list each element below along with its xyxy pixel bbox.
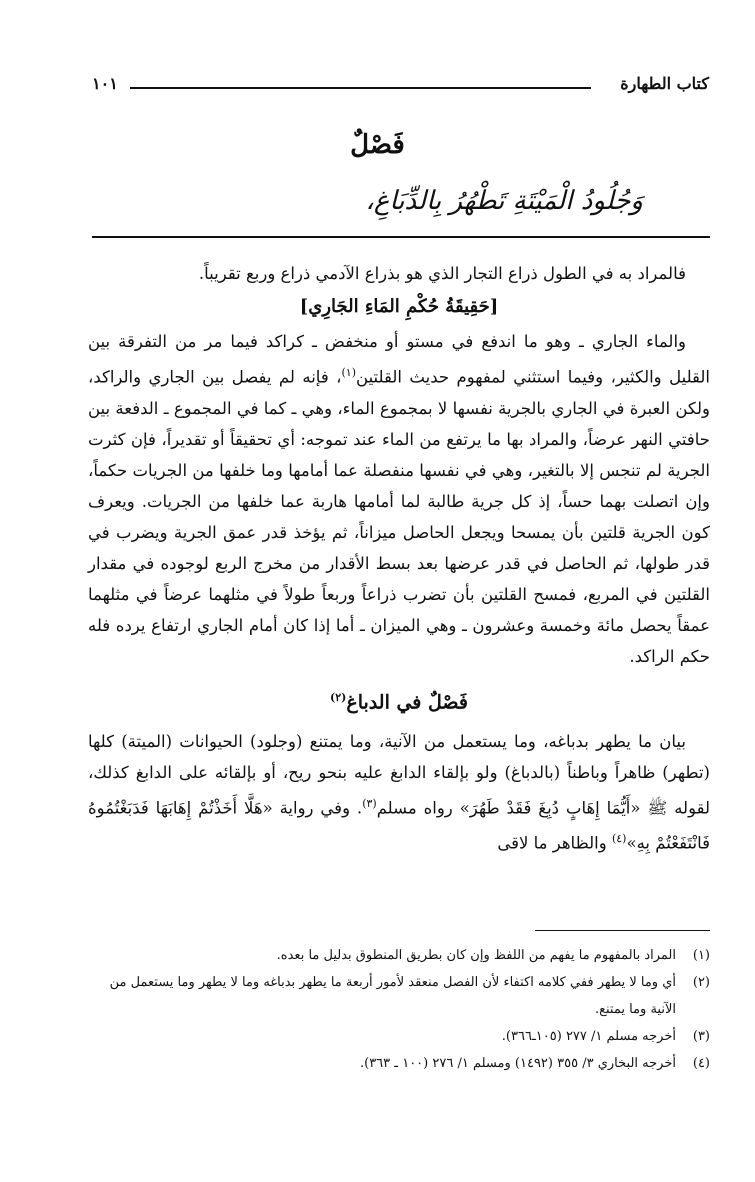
footnote-divider <box>535 930 710 931</box>
footnotes <box>88 942 710 1077</box>
footnote: (٣) أخرجه مسلم ١/ ٢٧٧ (١٠٥ـ٣٦٦). <box>501 1029 710 1044</box>
matn-text: وَجُلُودُ الْمَيْتَةِ تَطْهُرُ بِالدِّبَاغِ، <box>365 186 643 216</box>
footnote-marker[interactable]: (١) <box>341 366 357 379</box>
book-title: كتاب الطهارة <box>620 74 709 93</box>
footnote-marker[interactable]: (٢) <box>330 690 347 704</box>
footnote-marker[interactable]: (٣) <box>362 796 377 810</box>
footnote: (٢) أي وما لا يطهر ففي كلامه اكتفاء لأن الفصل منعقد لأمور أربعة ما يطهر بدباغه وما لا يطهر وما يستعمل من الآنية وما يمتنع. <box>109 975 710 1017</box>
footnote-marker[interactable]: (٤) <box>611 832 627 846</box>
section-title: فَصْلٌ <box>350 130 405 160</box>
footnote: (٤) أخرجه البخاري ٣/ ٣٥٥ (١٤٩٢) ومسلم ١/ ٢٧٦ (١٠٠ ـ ٣٦٣). <box>359 1056 710 1071</box>
header-rule <box>130 87 591 89</box>
commentary-body <box>88 258 710 861</box>
subheading: [حَقِيقَةُ حُكْمِ المَاءِ الجَارِي] <box>299 296 499 317</box>
footnote: (١) المراد بالمفهوم ما يفهم من اللفظ وإن كان بطريق المنطوق بدليل ما بعده. <box>276 948 710 963</box>
page-number: ١٠١ <box>92 74 118 93</box>
paragraph: فالمراد به في الطول ذراع التجار الذي هو بذراع الآدمي ذراع وربع تقريباً. <box>198 264 686 283</box>
paragraph: والماء الجاري ـ وهو ما اندفع في مستو أو منخفض ـ كراكد فيما مر من التفرقة بين القليل والكثير، وفيما استثني لمفهوم حديث القلتين$^{(١)}$، فإنه لم يفصل بين الجاري والراكد، ولكن العبرة في الجاري بالجرية نفسها لا بمجموع الماء، وهي ـ كما في المجموع ـ الدفعة بين حافتي النهر عرضاً، والمراد بها ما يرتفع من الماء عند تموجه: أي تحقيقاً أو تقديراً، فإن كثرت الجرية لم تنجس إلا بالتغير، وهي في نفسها منفصلة عما أمامها وما خلفها من الجريات حكماً، وإن اتصلت بهما حساً، إذ كل جرية طالبة لما أمامها هاربة عما خلفها من الجريات. ويعرف كون الجرية قلتين بأن يمسحا ويجعل الحاصل ميزاناً، ثم يؤخذ قدر عمق الجرية ويضرب في قدر طولها، ثم الحاصل في قدر عرضها بعد بسط الأقدار من مخرج الربع لوجوده في مقدار القلتين في المربع، فمسح القلتين بأن تضرب ذراعاً وربعاً طولاً في مثلهما عرضاً في مثلهما عمقاً يحصل مائة وخمسة وعشرون ـ وهي الميزان ـ أما إذا كان أمام الجاري ارتفاع يرده فله حكم الراكد. <box>88 332 710 666</box>
matn-divider <box>92 236 710 238</box>
section-heading: فَصْلٌ في الدباغ$^{(٢)}$ <box>330 690 468 713</box>
paragraph: بيان ما يطهر بدباغه، وما يستعمل من الآنية، وما يمتنع (وجلود) الحيوانات (الميتة) كلها (تطهر) ظاهراً وباطناً (بالدباغ) ولو بإلقاء الدابغ عليه بنحو ريح، أو بإلقائه على الدابغ كذلك، لقوله ﷺ «أَيُّمَا إِهَابٍ دُبِغَ فَقَدْ طَهُرَ» رواه مسلم$^{(٣)}$. وفي رواية «هَلَّا أَخَذْتُمْ إِهَابَهَا فَدَبَغْتُمُوهُ فَانْتَفَعْتُمْ بِهِ»$^{(٤)}$ والظاهر ما لاقى <box>88 731 710 853</box>
running-header <box>92 74 709 100</box>
